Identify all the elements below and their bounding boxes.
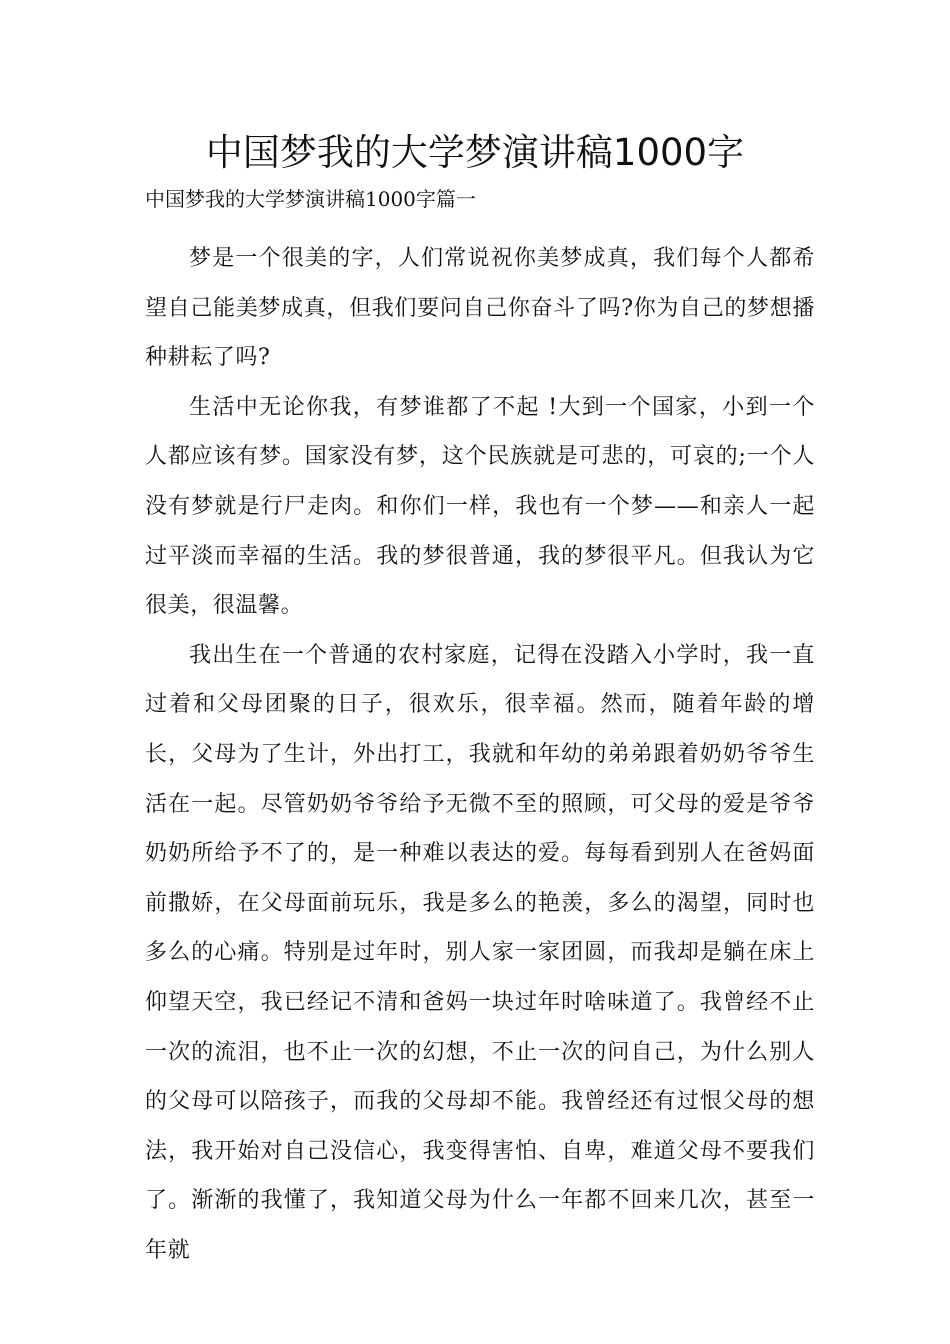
section-heading: 中国梦我的大学梦演讲稿1000字篇一 xyxy=(145,187,476,211)
paragraph: 我出生在一个普通的农村家庭，记得在没踏入小学时，我一直过着和父母团聚的日子，很欢乐，很幸福。然而，随着年龄的增长，父母为了生计，外出打工，我就和年幼的弟弟跟着奶奶爷爷生活在一起。尽管奶奶爷爷给予无微不至的照顾，可父母的爱是爷爷奶奶所给予不了的，是一种难以表达的爱。每每看到别人在爸妈面前撒娇，在父母面前玩乐，我是多么的艳羡，多么的渴望，同时也多么的心痛。特别是过年时，别人家一家团圆，而我却是躺在床上仰望天空，我已经记不清和爸妈一块过年时啥味道了。我曾经不止一次的流泪，也不止一次的幻想，不止一次的问自己，为什么别人的父母可以陪孩子，而我的父母却不能。我曾经还有过恨父母的想法，我开始对自己没信心，我变得害怕、自卑，难道父母不要我们了。渐渐的我懂了，我知道父母为什么一年都不回来几次，甚至一年就 xyxy=(145,642,815,1263)
document-body xyxy=(145,234,815,1275)
paragraph: 梦是一个很美的字，人们常说祝你美梦成真，我们每个人都希望自己能美梦成真，但我们要问自己你奋斗了吗?你为自己的梦想播种耕耘了吗? xyxy=(145,246,815,371)
paragraph: 生活中无论你我，有梦谁都了不起 !大到一个国家，小到一个人都应该有梦。国家没有梦，这个民族就是可悲的，可哀的;一个人没有梦就是行尸走肉。和你们一样，我也有一个梦——和亲人一起过平淡而幸福的生活。我的梦很普通，我的梦很平凡。但我认为它很美，很温馨。 xyxy=(145,394,815,619)
document-title: 中国梦我的大学梦演讲稿1000字 xyxy=(205,131,745,174)
